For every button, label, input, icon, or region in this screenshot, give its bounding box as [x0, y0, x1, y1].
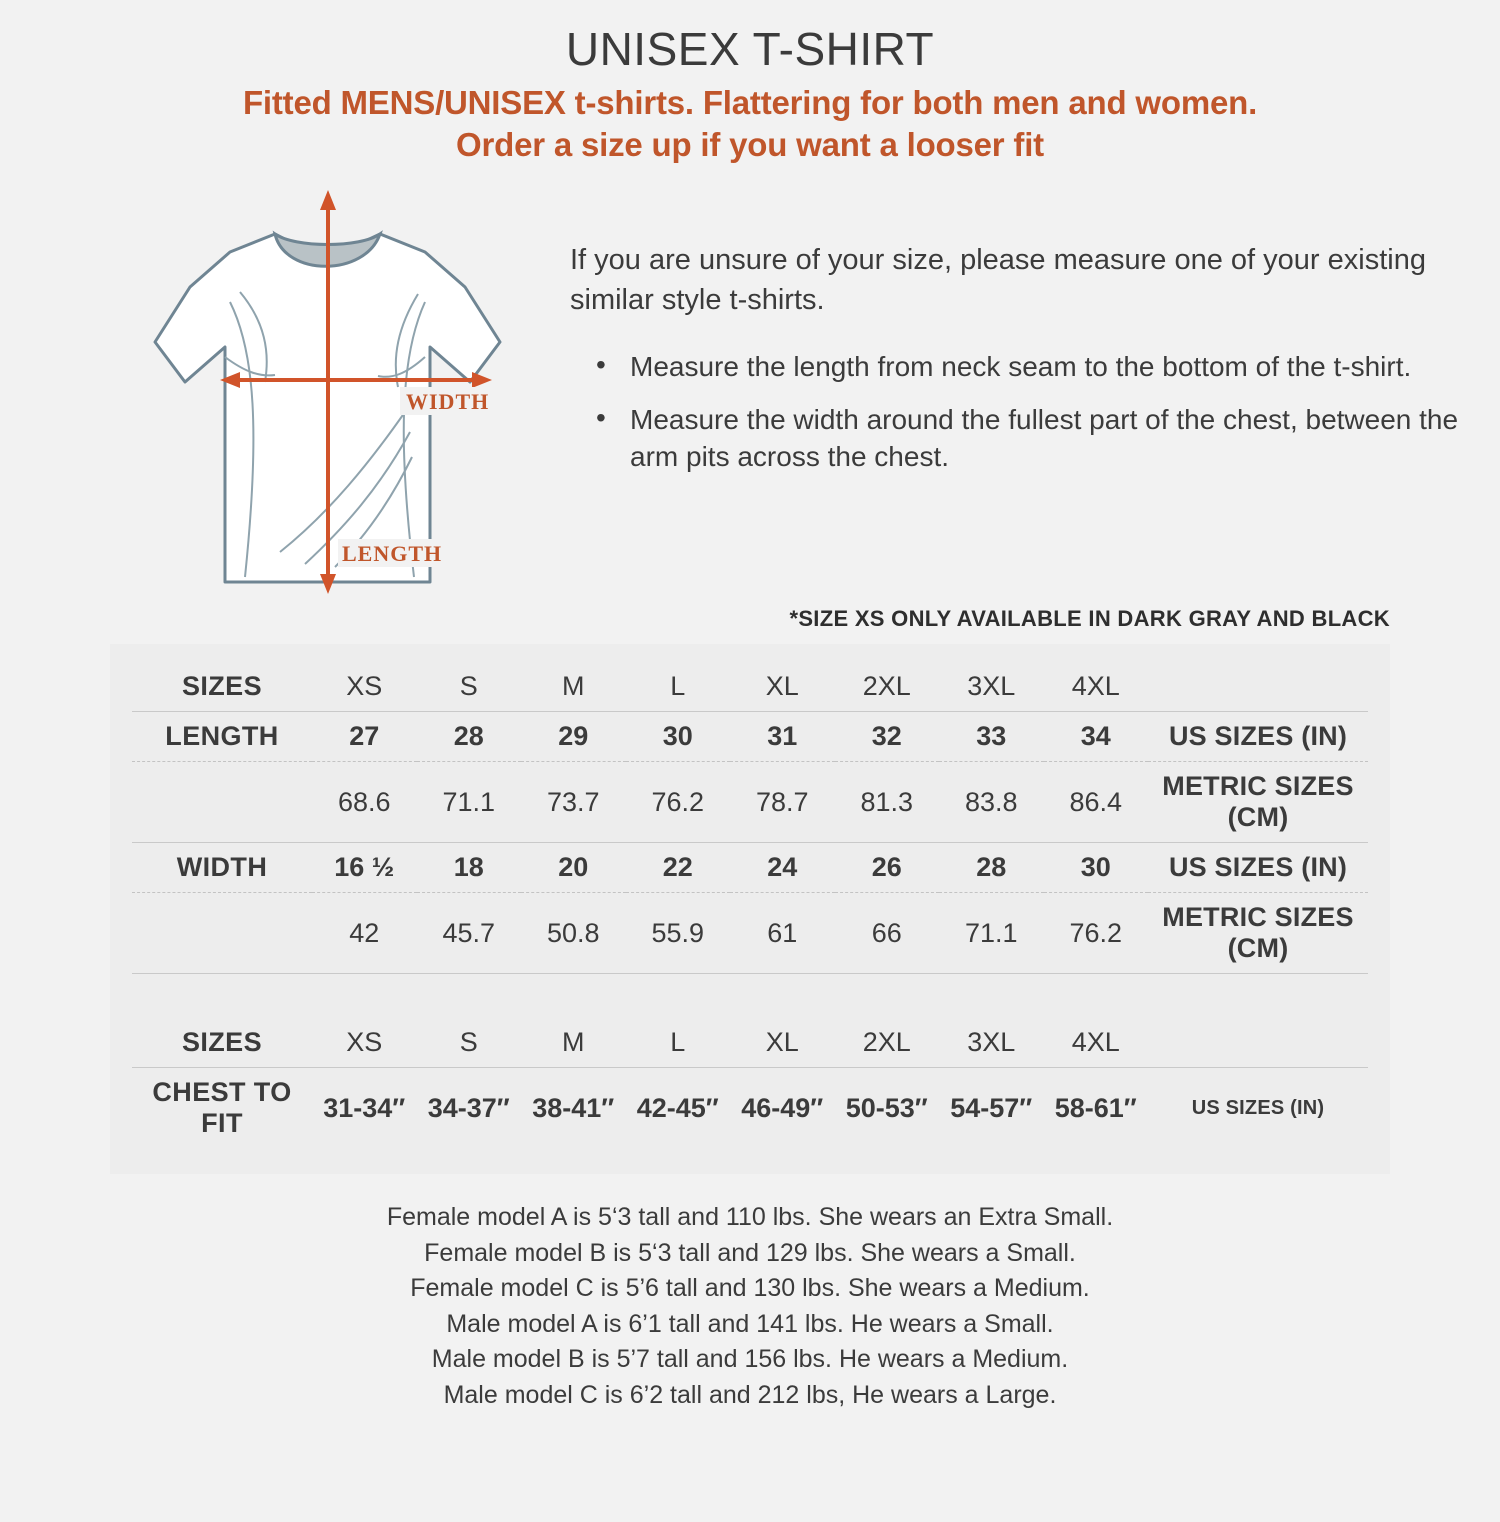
- table-row: [132, 893, 1368, 974]
- cell-chest-4xl: 58-61″: [1054, 1092, 1137, 1123]
- list-item: • Measure the length from neck seam to the bottom of the t-shirt.: [622, 349, 1460, 386]
- cell-length-cm-3xl: 83.8: [939, 762, 1044, 843]
- table-row: [132, 662, 1368, 712]
- cell-length-3xl: 33: [939, 712, 1044, 762]
- instructions-block: [530, 182, 1460, 602]
- cell-chest-3xl: 54-57″: [950, 1092, 1033, 1123]
- cell-width-cm-xs: 42: [312, 893, 417, 974]
- cell-length-cm-4xl: 86.4: [1044, 762, 1149, 843]
- cell-length-xl: 31: [730, 712, 835, 762]
- cell-width-xl: 24: [730, 843, 835, 893]
- cell-length-xs: 27: [312, 712, 417, 762]
- footer-line: Female model A is 5‘3 tall and 110 lbs. She wears an Extra Small.: [386, 1203, 1114, 1232]
- list-item: • Measure the width around the fullest part of the chest, between the arm pits across the chest.: [622, 402, 1460, 476]
- cell-length-l: 30: [626, 712, 731, 762]
- table-row: [132, 1068, 1368, 1149]
- cell-width-cm-m: 50.8: [521, 893, 626, 974]
- size-header-s: S: [417, 662, 522, 712]
- cell-width-m: 20: [521, 843, 626, 893]
- length-label: LENGTH: [342, 541, 443, 567]
- table-row: [132, 712, 1368, 762]
- footer-line: Male model B is 5’7 tall and 156 lbs. He wears a Medium.: [431, 1345, 1069, 1374]
- size-header-2xl: 2XL: [835, 662, 940, 712]
- cell-width-cm-2xl: 66: [835, 893, 940, 974]
- cell-width-cm-l: 55.9: [626, 893, 731, 974]
- unit-width-us: US SIZES (IN): [1148, 843, 1368, 893]
- availability-note: *SIZE XS ONLY AVAILABLE IN DARK GRAY AND BLACK: [789, 606, 1390, 632]
- cell-width-4xl: 30: [1044, 843, 1149, 893]
- tshirt-illustration: [80, 182, 530, 602]
- size2-header-4xl: 4XL: [1044, 1018, 1149, 1068]
- instructions-intro: If you are unsure of your size, please measure one of your existing similar style t-shirts.: [570, 244, 1426, 316]
- unit-width-metric: METRIC SIZES (CM): [1148, 893, 1368, 974]
- cell-chest-s: 34-37″: [427, 1092, 510, 1123]
- cell-length-cm-l: 76.2: [626, 762, 731, 843]
- size2-header-xs: XS: [312, 1018, 417, 1068]
- footer-line: Male model C is 6’2 tall and 212 lbs, He wears a Large.: [443, 1380, 1057, 1409]
- size2-header-l: L: [626, 1018, 731, 1068]
- size2-header-m: M: [521, 1018, 626, 1068]
- instructions-bullets: [570, 349, 1460, 476]
- size2-header-s: S: [417, 1018, 522, 1068]
- unit-length-metric: METRIC SIZES (CM): [1148, 762, 1368, 843]
- unit-header-empty-2: [1148, 1018, 1368, 1068]
- size-header-xl: XL: [730, 662, 835, 712]
- footer-line: Male model A is 6’1 tall and 141 lbs. He wears a Small.: [446, 1309, 1054, 1338]
- cell-length-s: 28: [417, 712, 522, 762]
- size-header-xs: XS: [312, 662, 417, 712]
- subtitle-line-2: Order a size up if you want a looser fit: [456, 126, 1044, 164]
- cell-chest-xs: 31-34″: [323, 1092, 406, 1123]
- cell-chest-m: 38-41″: [532, 1092, 615, 1123]
- cell-width-cm-3xl: 71.1: [939, 893, 1044, 974]
- unit-length-us: US SIZES (IN): [1148, 712, 1368, 762]
- cell-width-2xl: 26: [835, 843, 940, 893]
- diagram-and-instructions: [0, 182, 1500, 602]
- size-header-3xl: 3XL: [939, 662, 1044, 712]
- sizes-header-label: SIZES: [132, 662, 312, 712]
- cell-length-2xl: 32: [835, 712, 940, 762]
- cell-length-cm-2xl: 81.3: [835, 762, 940, 843]
- cell-width-cm-xl: 61: [730, 893, 835, 974]
- cell-length-cm-xs: 68.6: [312, 762, 417, 843]
- subtitle-line-1: Fitted MENS/UNISEX t-shirts. Flattering for both men and women.: [242, 84, 1258, 121]
- model-measurements-footer: [0, 1200, 1500, 1413]
- size2-header-xl: XL: [730, 1018, 835, 1068]
- cell-chest-l: 42-45″: [636, 1092, 719, 1123]
- size2-header-3xl: 3XL: [939, 1018, 1044, 1068]
- cell-chest-2xl: 50-53″: [845, 1092, 928, 1123]
- size-chart-page: [0, 22, 1500, 1522]
- cell-length-cm-s: 71.1: [417, 762, 522, 843]
- cell-width-cm-4xl: 76.2: [1044, 893, 1149, 974]
- page-title: UNISEX T-SHIRT: [565, 23, 935, 75]
- unit-header-empty: [1148, 662, 1368, 712]
- row-label-length-metric: [132, 762, 312, 843]
- cell-width-s: 18: [417, 843, 522, 893]
- cell-length-4xl: 34: [1044, 712, 1149, 762]
- size-header-m: M: [521, 662, 626, 712]
- tshirt-diagram: [80, 182, 530, 602]
- size-table: [110, 644, 1390, 1174]
- cell-width-cm-s: 45.7: [417, 893, 522, 974]
- table-row: [132, 762, 1368, 843]
- table-row: [132, 843, 1368, 893]
- width-label: WIDTH: [406, 389, 490, 415]
- cell-length-m: 29: [521, 712, 626, 762]
- cell-length-cm-m: 73.7: [521, 762, 626, 843]
- cell-chest-xl: 46-49″: [741, 1092, 824, 1123]
- cell-width-l: 22: [626, 843, 731, 893]
- row-label-width: WIDTH: [132, 843, 312, 893]
- size-header-4xl: 4XL: [1044, 662, 1149, 712]
- size-header-l: L: [626, 662, 731, 712]
- row-label-width-metric: [132, 893, 312, 974]
- footer-line: Female model B is 5‘3 tall and 129 lbs. She wears a Small.: [424, 1238, 1076, 1267]
- cell-length-cm-xl: 78.7: [730, 762, 835, 843]
- unit-chest-us: US SIZES (IN): [1191, 1096, 1325, 1119]
- sizes-header-label-2: SIZES: [132, 1018, 312, 1068]
- row-label-length: LENGTH: [132, 712, 312, 762]
- cell-width-xs: 16 ½: [312, 843, 417, 893]
- footer-line: Female model C is 5’6 tall and 130 lbs. She wears a Medium.: [410, 1274, 1090, 1303]
- table-spacer: [132, 974, 1368, 1019]
- row-label-chest-to-fit: CHEST TO FIT: [152, 1077, 292, 1139]
- cell-width-3xl: 28: [939, 843, 1044, 893]
- size2-header-2xl: 2XL: [835, 1018, 940, 1068]
- page-subtitle: [60, 82, 1440, 166]
- table-row: [132, 1018, 1368, 1068]
